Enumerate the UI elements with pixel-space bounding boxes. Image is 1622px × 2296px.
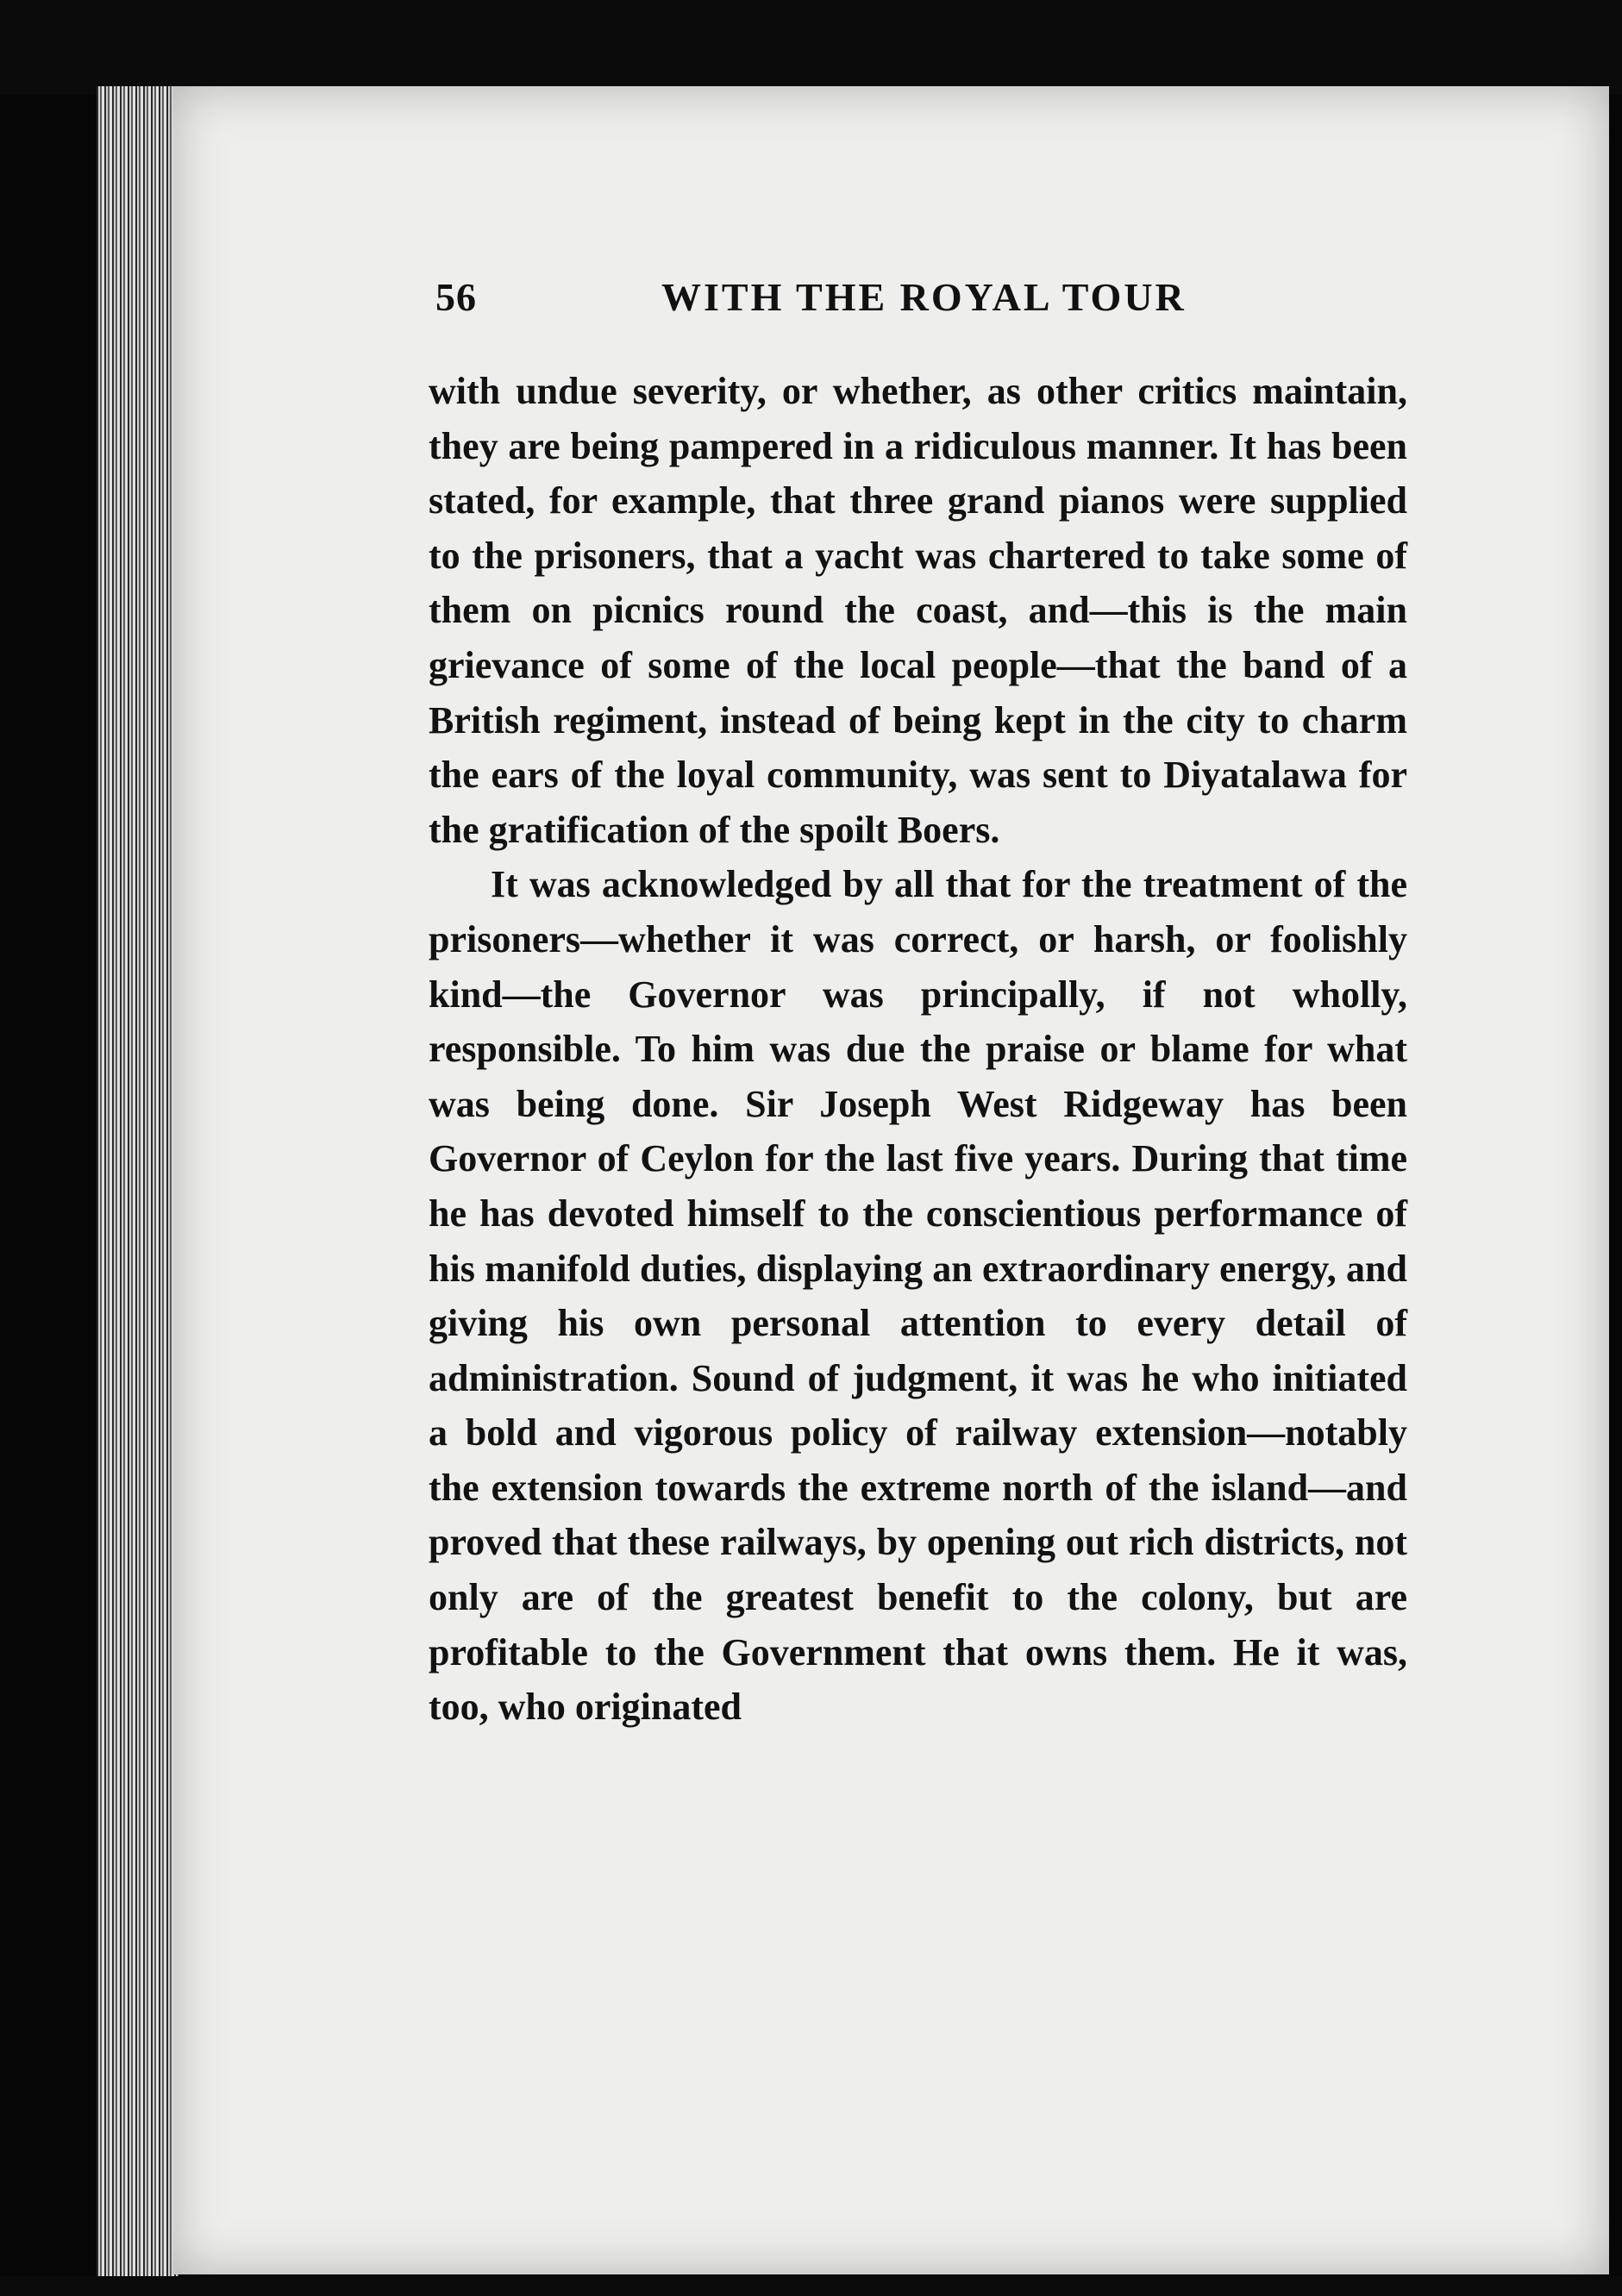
scan-top-border bbox=[0, 0, 1622, 95]
running-title: WITH THE ROYAL TOUR bbox=[661, 275, 1187, 319]
page-number: 56 bbox=[435, 275, 477, 319]
stacked-page-edges bbox=[97, 86, 178, 2276]
body-text bbox=[429, 364, 1407, 1735]
paragraph-continued: with undue severity, or whether, as other critics maintain, they are being pampered in a ridiculous manner. It has been stated, for example, that three grand pianos were supplied to the prisoners, that a yacht was chartered to take some of them on picnics round the coast, and—this is the main grievance of some of the local people—that the band of a British regiment, instead of being kept in the city to charm the ears of the loyal community, was sent to Diyatalawa for the gratification of the spoilt Boers. bbox=[429, 370, 1407, 851]
paragraph-governor: It was acknowledged by all that for the treatment of the prisoners—whether it was correct, or harsh, or foolishly kind—the Governor was principally, if not wholly, responsible. To him was due the praise or blame for what was being done. Sir Joseph West Ridgeway has been Governor of Ceylon for the last five years. During that time he has devoted himself to the conscientious performance of his manifold duties, displaying an extraordinary energy, and giving his own personal attention to every detail of administration. Sound of judgment, it was he who initiated a bold and vigorous policy of railway extension—notably the extension towards the extreme north of the island—and proved that these railways, by opening out rich districts, not only are of the greatest benefit to the colony, but are profitable to the Government that owns them. He it was, too, who originated bbox=[429, 863, 1407, 1729]
running-header bbox=[435, 274, 1212, 335]
scan-bottom-border bbox=[0, 2276, 1622, 2296]
